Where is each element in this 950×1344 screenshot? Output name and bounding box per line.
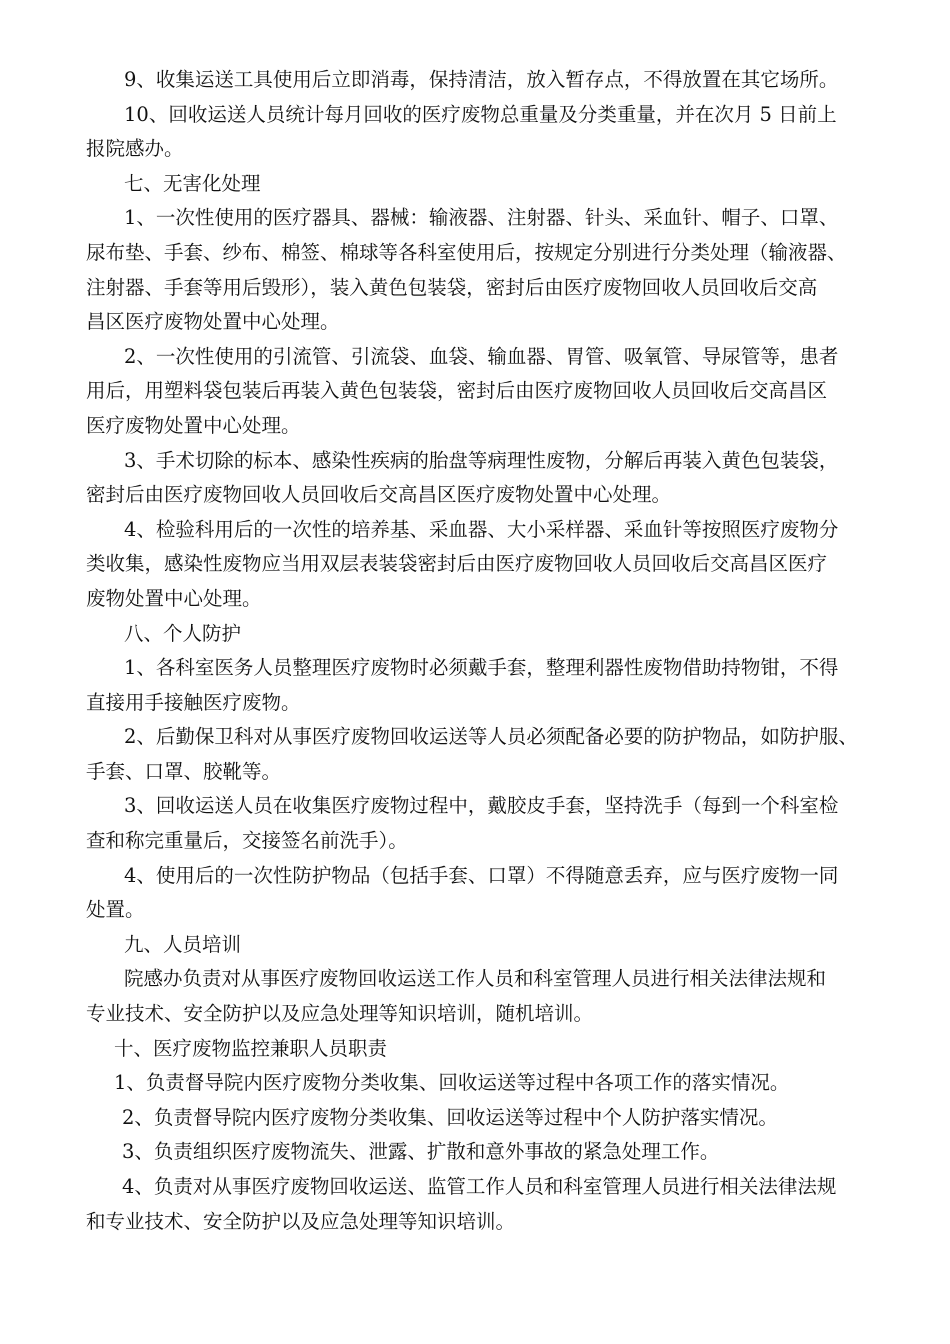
text-line: 3、手术切除的标本、感染性疾病的胎盘等病理性废物，分解后再装入黄色包装袋， bbox=[124, 448, 839, 472]
text-line: 3、回收运送人员在收集医疗废物过程中，戴胶皮手套，坚持洗手（每到一个科室检 bbox=[124, 794, 839, 818]
text-line: 专业技术、安全防护以及应急处理等知识培训，随机培训。 bbox=[86, 1002, 594, 1026]
section-heading: 八、个人防护 bbox=[124, 621, 242, 645]
text-line: 4、负责对从事医疗废物回收运送、监管工作人员和科室管理人员进行相关法律法规 bbox=[122, 1175, 837, 1198]
text-line: 密封后由医疗废物回收人员回收后交高昌区医疗废物处置中心处理。 bbox=[86, 483, 672, 507]
text-line: 废物处置中心处理。 bbox=[86, 586, 262, 610]
text-line: 用后，用塑料袋包装后再装入黄色包装袋，密封后由医疗废物回收人员回收后交高昌区 bbox=[86, 379, 828, 403]
text-line: 2、负责督导院内医疗废物分类收集、回收运送等过程中个人防护落实情况。 bbox=[122, 1105, 778, 1129]
text-line: 4、使用后的一次性防护物品（包括手套、口罩）不得随意丢弃，应与医疗废物一同 bbox=[124, 863, 839, 887]
text-line: 1、一次性使用的医疗器具、器械：输液器、注射器、针头、采血针、帽子、口罩、 bbox=[124, 206, 839, 230]
text-line: 直接用手接触医疗废物。 bbox=[86, 690, 301, 714]
text-line: 类收集，感染性废物应当用双层表装袋密封后由医疗废物回收人员回收后交高昌区医疗 bbox=[86, 552, 828, 576]
text-line: 院感办负责对从事医疗废物回收运送工作人员和科室管理人员进行相关法律法规和 bbox=[124, 967, 827, 991]
text-line: 2、后勤保卫科对从事医疗废物回收运送等人员必须配备必要的防护物品，如防护服、 bbox=[124, 725, 858, 749]
document-body bbox=[86, 63, 858, 1239]
text-line: 昌区医疗废物处置中心处理。 bbox=[86, 310, 340, 334]
text-line: 医疗废物处置中心处理。 bbox=[86, 413, 301, 437]
text-line: 尿布垫、手套、纱布、棉签、棉球等各科室使用后，按规定分别进行分类处理（输液器、 bbox=[86, 240, 847, 264]
section-heading: 七、无害化处理 bbox=[124, 171, 261, 195]
text-line: 十、医疗废物监控兼职人员职责 bbox=[114, 1036, 388, 1060]
section-heading: 九、人员培训 bbox=[124, 932, 242, 956]
text-line: 3、负责组织医疗废物流失、泄露、扩散和意外事故的紧急处理工作。 bbox=[122, 1140, 720, 1164]
text-line: 处置。 bbox=[86, 898, 145, 922]
text-line: 9、收集运送工具使用后立即消毒，保持清洁，放入暂存点，不得放置在其它场所。 bbox=[124, 68, 839, 91]
text-line: 和专业技术、安全防护以及应急处理等知识培训。 bbox=[86, 1209, 516, 1233]
text-line: 1、负责督导院内医疗废物分类收集、回收运送等过程中各项工作的落实情况。 bbox=[114, 1071, 790, 1095]
text-line: 1、各科室医务人员整理医疗废物时必须戴手套，整理利器性废物借助持物钳，不得 bbox=[124, 656, 839, 680]
text-line: 4、检验科用后的一次性的培养基、采血器、大小采样器、采血针等按照医疗废物分 bbox=[124, 517, 839, 541]
text-line: 10、回收运送人员统计每月回收的医疗废物总重量及分类重量，并在次月 5 日前上 bbox=[124, 102, 837, 126]
text-line: 查和称完重量后，交接签名前洗手）。 bbox=[86, 829, 408, 853]
text-line: 2、一次性使用的引流管、引流袋、血袋、输血器、胃管、吸氧管、导尿管等，患者 bbox=[124, 344, 839, 368]
text-line: 注射器、手套等用后毁形），装入黄色包装袋，密封后由医疗废物回收人员回收后交高 bbox=[86, 275, 818, 299]
text-line: 手套、口罩、胶靴等。 bbox=[86, 759, 282, 783]
text-line: 报院感办。 bbox=[86, 137, 184, 161]
